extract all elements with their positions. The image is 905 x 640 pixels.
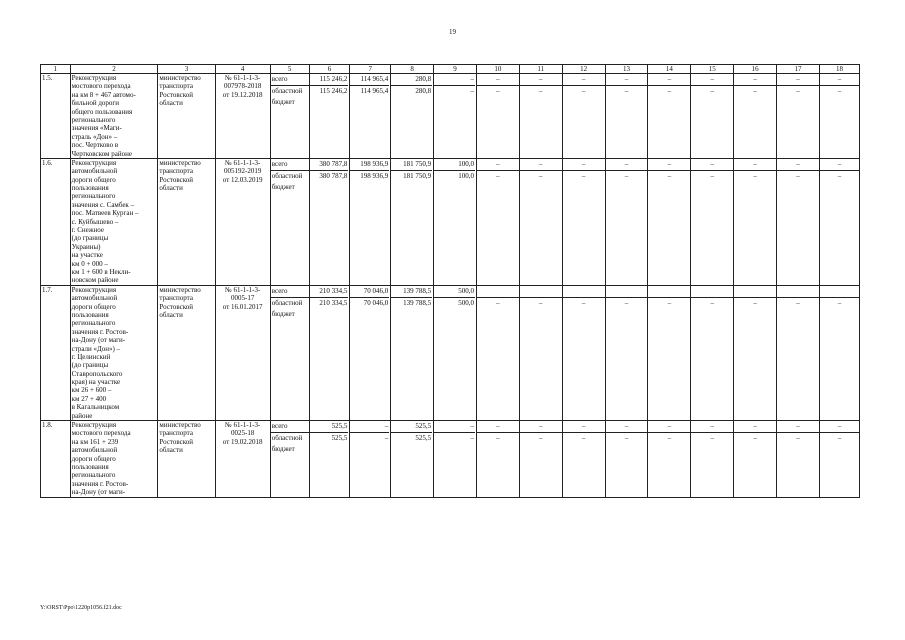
value-cell [819, 74, 859, 159]
funding-source-label: областной бюджет [271, 298, 303, 318]
value: 70 046,0 [350, 286, 389, 298]
value-cell [562, 285, 605, 420]
value: 525,5 [415, 434, 432, 443]
value: 114 965,4 [350, 74, 389, 86]
value-cell [648, 285, 691, 420]
value: – [710, 298, 715, 307]
value-cell [350, 285, 391, 420]
header-cell: 9 [434, 65, 477, 74]
value-cell [519, 74, 562, 159]
value: – [753, 171, 757, 180]
value: – [496, 171, 500, 180]
value: – [777, 421, 819, 433]
value-cell [691, 285, 734, 420]
expertise-document: № 61-1-1-3- 005192-2019 от 12.03.2019 [215, 158, 270, 285]
value-cell [476, 74, 519, 159]
value-cell [476, 285, 519, 420]
value: – [837, 298, 842, 307]
value-cell [777, 74, 820, 159]
value: – [753, 87, 757, 95]
value: – [539, 171, 543, 180]
value-cell [648, 74, 691, 159]
value: – [691, 159, 733, 171]
table-row [41, 285, 860, 420]
value: – [470, 87, 474, 95]
value: – [667, 171, 672, 180]
value-cell [391, 421, 434, 498]
value-cell [309, 421, 350, 498]
value-cell [605, 285, 648, 420]
table-row [41, 158, 860, 285]
value-cell [309, 285, 350, 420]
value: – [496, 434, 500, 443]
header-cell: 11 [519, 65, 562, 74]
table-row [41, 421, 860, 498]
value: – [539, 434, 543, 443]
value-cell [777, 158, 820, 285]
value: 500,0 [434, 286, 475, 298]
header-cell: 12 [562, 65, 605, 74]
value: 525,5 [391, 421, 432, 433]
expertise-document: № 61-1-1-3- 0005-17 от 16.01.2017 [215, 285, 270, 420]
value: 525,5 [331, 434, 348, 443]
value-cell [434, 285, 477, 420]
header-cell: 17 [777, 65, 820, 74]
value: 100,0 [434, 159, 475, 171]
value: – [667, 434, 672, 443]
object-description: Реконструкция мостового перехода на км 8 + 467 автомо- бильной дороги общего пользования регионального значения «Маги- страль «Дон» – пос. Чертково в Чертковском районе [70, 74, 158, 159]
header-cell: 14 [648, 65, 691, 74]
value: – [796, 434, 800, 443]
value: 70 046,0 [363, 298, 389, 307]
value-cell [391, 285, 434, 420]
expertise-document: № 61-1-1-3- 0025-18 от 19.02.2018 [215, 421, 270, 498]
value-cell [391, 74, 434, 159]
value: – [777, 74, 819, 86]
header-cell: 7 [350, 65, 391, 74]
value-cell [777, 421, 820, 498]
value: – [837, 434, 842, 443]
value-cell [434, 421, 477, 498]
value-cell [691, 74, 734, 159]
header-cell: 8 [391, 65, 434, 74]
value-cell [691, 421, 734, 498]
value: – [477, 159, 519, 171]
value-cell [648, 421, 691, 498]
value-cell [605, 421, 648, 498]
value [563, 286, 605, 298]
value: 139 788,5 [391, 286, 432, 298]
header-cell: 15 [691, 65, 734, 74]
header-cell: 2 [70, 65, 158, 74]
header-cell: 5 [270, 65, 309, 74]
value-cell [777, 285, 820, 420]
funding-source-label: всего [271, 159, 309, 171]
value-cell [391, 158, 434, 285]
value: 100,0 [458, 171, 474, 180]
value-cell [562, 158, 605, 285]
value: 210 334,5 [319, 298, 348, 307]
value: – [496, 298, 500, 307]
object-description: Реконструкция автомобильной дороги общего пользования регионального значения с. Самбек – пос. Матвеев Курган – с. Куйбышево – г. Снежное (до границы Украины) на участке км 0 + 000 – км 1 + 600 в Некли- новском районе [70, 158, 158, 285]
value: – [710, 171, 715, 180]
table-row [41, 74, 860, 159]
value: – [563, 74, 605, 86]
funding-source [270, 74, 309, 159]
value: – [820, 74, 859, 86]
value: – [520, 159, 562, 171]
file-path: Y:\ORST\Ppo\1220p1056.f21.doc [40, 605, 122, 611]
value: – [691, 74, 733, 86]
value-cell [734, 158, 777, 285]
value-cell [562, 421, 605, 498]
value: – [734, 421, 776, 433]
value: – [581, 87, 586, 95]
value-cell [519, 421, 562, 498]
value: – [648, 74, 690, 86]
value: – [520, 421, 562, 433]
value: 380 787,8 [310, 159, 349, 171]
value-cell [605, 158, 648, 285]
value: – [477, 74, 519, 86]
row-index: 1.7. [41, 285, 71, 420]
value: – [734, 159, 776, 171]
value: 280,8 [415, 87, 432, 95]
value: – [624, 171, 629, 180]
value [734, 286, 776, 298]
value: – [496, 87, 500, 95]
page-number: 19 [449, 28, 456, 36]
value: 115 246,2 [310, 74, 349, 86]
value: – [384, 434, 389, 443]
funding-source-label: областной бюджет [271, 434, 303, 454]
value: – [820, 159, 859, 171]
value: – [563, 159, 605, 171]
value: – [563, 421, 605, 433]
value [820, 286, 859, 298]
value-cell [476, 421, 519, 498]
value: – [734, 74, 776, 86]
value [606, 286, 648, 298]
value: 139 788,5 [403, 298, 432, 307]
header-cell: 3 [158, 65, 215, 74]
value: – [667, 87, 672, 95]
value: – [581, 434, 586, 443]
funding-source [270, 158, 309, 285]
value: – [434, 421, 475, 433]
value: – [350, 421, 389, 433]
header-cell: 6 [309, 65, 350, 74]
value: – [667, 298, 672, 307]
value: – [710, 87, 715, 95]
funding-source [270, 285, 309, 420]
value: – [710, 434, 715, 443]
value-cell [309, 158, 350, 285]
value-cell [519, 158, 562, 285]
value: – [796, 171, 800, 180]
header-cell: 16 [734, 65, 777, 74]
funding-source-label: областной бюджет [271, 171, 303, 191]
value: – [434, 74, 475, 86]
value-cell [350, 74, 391, 159]
value: – [470, 434, 474, 443]
customer-org: министерство транспорта Ростовской области [158, 285, 215, 420]
funding-source [270, 421, 309, 498]
value: 181 750,9 [403, 171, 432, 180]
value: – [753, 298, 757, 307]
value: – [796, 298, 800, 307]
expertise-document: № 61-1-1-3- 007978-2018 от 19.12.2018 [215, 74, 270, 159]
value-cell [350, 158, 391, 285]
value: 181 750,9 [391, 159, 432, 171]
header-cell: 10 [476, 65, 519, 74]
value: – [624, 87, 629, 95]
value-cell [605, 74, 648, 159]
customer-org: министерство транспорта Ростовской области [158, 421, 215, 498]
value-cell [519, 285, 562, 420]
value: – [820, 421, 859, 433]
value: 525,5 [310, 421, 349, 433]
investment-table [40, 64, 860, 498]
value-cell [562, 74, 605, 159]
value-cell [819, 421, 859, 498]
value-cell [734, 421, 777, 498]
funding-source-label: всего [271, 421, 309, 433]
header-cell: 18 [819, 65, 859, 74]
value: – [539, 87, 543, 95]
value: – [648, 159, 690, 171]
value-cell [434, 158, 477, 285]
value: – [606, 421, 648, 433]
funding-source-label: всего [271, 286, 309, 298]
value: – [837, 171, 842, 180]
value: 380 787,8 [319, 171, 348, 180]
value-cell [734, 74, 777, 159]
header-cell: 13 [605, 65, 648, 74]
header-cell: 1 [41, 65, 71, 74]
row-index: 1.6. [41, 158, 71, 285]
value [477, 286, 519, 298]
value-cell [819, 285, 859, 420]
funding-source-label: всего [271, 74, 309, 86]
value-cell [350, 421, 391, 498]
value: 114 965,4 [360, 87, 389, 95]
row-index: 1.5. [41, 74, 71, 159]
value: – [581, 171, 586, 180]
value: 198 936,9 [350, 159, 389, 171]
value: – [837, 87, 842, 95]
value [520, 286, 562, 298]
row-index: 1.8. [41, 421, 71, 498]
value-cell [819, 158, 859, 285]
header-row [41, 65, 860, 74]
object-description: Реконструкция автомобильной дороги общего пользования регионального значения г. Ростов- на-Дону (от маги- страли «Дон») – г. Целинский (до границы Ставропольского края) на участке км 26 + 600 – км 27 + 400 в Кагальницком районе [70, 285, 158, 420]
value: – [648, 421, 690, 433]
value: – [539, 298, 543, 307]
value-cell [309, 74, 350, 159]
value-cell [434, 74, 477, 159]
value: – [753, 434, 757, 443]
value [691, 286, 733, 298]
value-cell [476, 158, 519, 285]
value-cell [734, 285, 777, 420]
value: – [796, 87, 800, 95]
value: 115 246,2 [319, 87, 348, 95]
customer-org: министерство транспорта Ростовской области [158, 158, 215, 285]
value: 198 936,9 [360, 171, 389, 180]
value: – [606, 74, 648, 86]
value [777, 286, 819, 298]
object-description: Реконструкция мостового перехода на км 161 + 239 автомобильной дороги общего пользования регионального значения г. Ростов- на-Дону (от маги- [70, 421, 158, 498]
customer-org: министерство транспорта Ростовской области [158, 74, 215, 159]
value: – [581, 298, 586, 307]
value: – [520, 74, 562, 86]
value: 500,0 [458, 298, 474, 307]
value: 280,8 [391, 74, 432, 86]
value: 210 334,5 [310, 286, 349, 298]
value: – [777, 159, 819, 171]
value [648, 286, 690, 298]
value-cell [691, 158, 734, 285]
value-cell [648, 158, 691, 285]
funding-source-label: областной бюджет [271, 87, 303, 106]
header-cell: 4 [215, 65, 270, 74]
value: – [477, 421, 519, 433]
value: – [624, 298, 629, 307]
value: – [606, 159, 648, 171]
value: – [691, 421, 733, 433]
value: – [624, 434, 629, 443]
